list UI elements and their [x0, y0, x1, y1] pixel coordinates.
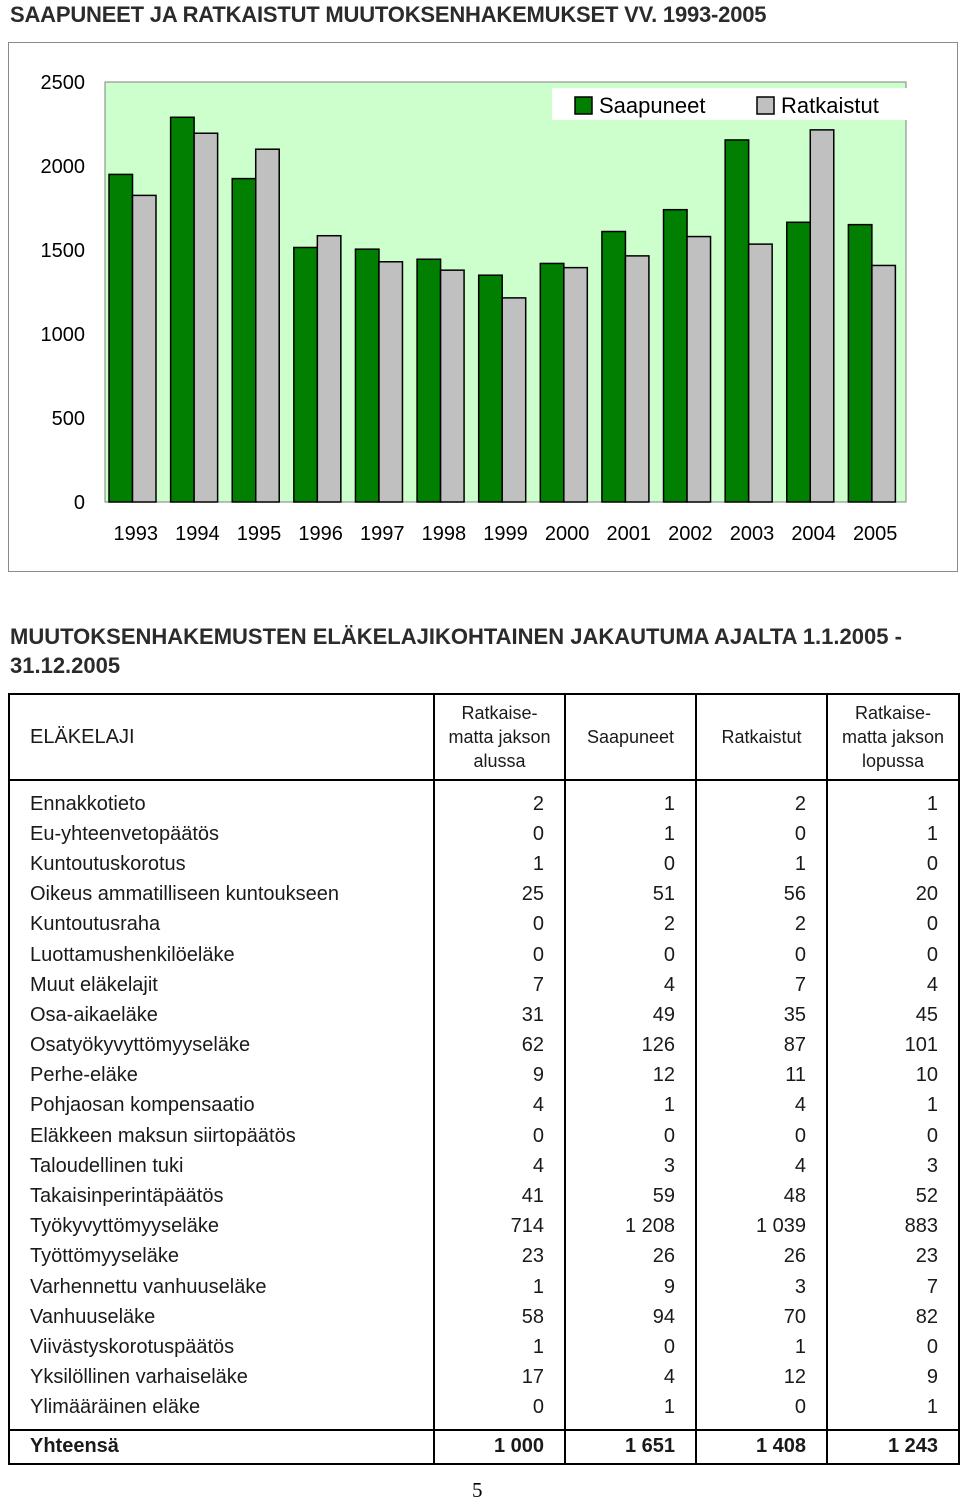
table-cell: 7	[434, 970, 565, 1000]
table-row	[9, 819, 959, 849]
x-tick-label: 2005	[852, 523, 898, 545]
row-label: Eu-yhteenvetopäätös	[9, 819, 434, 849]
x-tick-label: 1994	[175, 523, 220, 545]
table-cell: 4	[565, 1363, 696, 1393]
y-tick-label: 1500	[40, 240, 85, 262]
table-cell: 3	[827, 1151, 959, 1181]
chart-title: SAAPUNEET JA RATKAISTUT MUUTOKSENHAKEMUKSET VV. 1993-2005	[10, 2, 767, 27]
column-header: Ratkaise- matta jakson lopussa	[827, 694, 959, 780]
table-cell: 1	[434, 849, 565, 879]
table-cell: 41	[434, 1181, 565, 1211]
row-label: Pohjaosan kompensaatio	[9, 1091, 434, 1121]
table-cell: 1	[565, 1393, 696, 1430]
bar-ratkaistut-1996	[317, 236, 341, 502]
table-cell: 4	[696, 1151, 827, 1181]
table-cell: 0	[827, 1332, 959, 1362]
table-title: MUUTOKSENHAKEMUSTEN ELÄKELAJIKOHTAINEN JAKAUTUMA AJALTA 1.1.2005 - 31.12.2005	[10, 624, 902, 678]
x-tick-label: 1999	[483, 523, 528, 545]
table-cell: 87	[696, 1031, 827, 1061]
table-cell: 7	[827, 1272, 959, 1302]
table-cell: 2	[434, 780, 565, 819]
table-row	[9, 1151, 959, 1181]
table-cell: 94	[565, 1302, 696, 1332]
row-label: Muut eläkelajit	[9, 970, 434, 1000]
table-cell: 17	[434, 1363, 565, 1393]
y-tick-label: 0	[73, 492, 85, 514]
table-row	[9, 1332, 959, 1362]
table-row	[9, 1363, 959, 1393]
table-cell: 2	[696, 910, 827, 940]
table-cell: 1	[827, 1393, 959, 1430]
table-cell: 35	[696, 1000, 827, 1030]
total-cell: 1 243	[827, 1430, 959, 1464]
table-cell: 9	[565, 1272, 696, 1302]
total-label: Yhteensä	[9, 1430, 434, 1464]
table-cell: 0	[434, 940, 565, 970]
bar-saapuneet-1999	[479, 275, 503, 502]
pension-type-table	[8, 693, 960, 1465]
x-tick-label: 2001	[606, 523, 651, 545]
table-row	[9, 1000, 959, 1030]
total-cell: 1 651	[565, 1430, 696, 1464]
bar-ratkaistut-1994	[194, 133, 218, 502]
x-tick-label: 1995	[236, 523, 282, 545]
x-tick-label: 2002	[668, 523, 713, 545]
table-cell: 7	[696, 970, 827, 1000]
bar-saapuneet-2004	[787, 222, 811, 502]
table-cell: 12	[565, 1061, 696, 1091]
table-cell: 26	[565, 1242, 696, 1272]
table-row	[9, 1181, 959, 1211]
table-cell: 1 039	[696, 1212, 827, 1242]
page-number: 5	[472, 1478, 483, 1502]
legend-label-ratkaistut: Ratkaistut	[781, 93, 879, 118]
bar-ratkaistut-2002	[687, 237, 711, 502]
row-label: Takaisinperintäpäätös	[9, 1181, 434, 1211]
table-cell: 101	[827, 1031, 959, 1061]
y-tick-label: 500	[51, 408, 85, 430]
bar-ratkaistut-1995	[256, 149, 280, 502]
x-tick-label: 1997	[360, 523, 405, 545]
table-row	[9, 910, 959, 940]
table-cell: 23	[827, 1242, 959, 1272]
legend-swatch-ratkaistut	[757, 97, 774, 114]
y-tick-label: 2500	[40, 72, 85, 94]
column-header: ELÄKELAJI	[9, 694, 434, 780]
row-label: Oikeus ammatilliseen kuntoukseen	[9, 880, 434, 910]
table-cell: 0	[827, 1121, 959, 1151]
table-cell: 51	[565, 880, 696, 910]
row-label: Taloudellinen tuki	[9, 1151, 434, 1181]
table-cell: 82	[827, 1302, 959, 1332]
table-cell: 23	[434, 1242, 565, 1272]
table-cell: 0	[827, 940, 959, 970]
bar-ratkaistut-1999	[502, 298, 526, 502]
table-cell: 1	[696, 1332, 827, 1362]
bar-saapuneet-2005	[848, 225, 872, 502]
x-tick-label: 2003	[729, 523, 775, 545]
table-row	[9, 780, 959, 819]
row-label: Luottamushenkilöeläke	[9, 940, 434, 970]
table-row	[9, 970, 959, 1000]
x-tick-label: 1993	[113, 523, 159, 545]
row-label: Ylimääräinen eläke	[9, 1393, 434, 1430]
table-cell: 26	[696, 1242, 827, 1272]
table-row	[9, 1121, 959, 1151]
table-cell: 3	[565, 1151, 696, 1181]
legend-swatch-saapuneet	[575, 97, 592, 114]
table-row	[9, 1031, 959, 1061]
table-cell: 31	[434, 1000, 565, 1030]
table-cell: 11	[696, 1061, 827, 1091]
legend-label-saapuneet: Saapuneet	[599, 93, 706, 118]
row-label: Työkyvyttömyyseläke	[9, 1212, 434, 1242]
bar-ratkaistut-2000	[564, 268, 588, 502]
table-cell: 4	[434, 1091, 565, 1121]
table-row	[9, 880, 959, 910]
bar-ratkaistut-2001	[625, 256, 649, 502]
bar-saapuneet-2003	[725, 140, 749, 502]
table-cell: 4	[827, 970, 959, 1000]
column-header: Ratkaise- matta jakson alussa	[434, 694, 565, 780]
bar-saapuneet-1994	[171, 117, 195, 502]
column-header: Saapuneet	[565, 694, 696, 780]
table-cell: 56	[696, 880, 827, 910]
table-cell: 52	[827, 1181, 959, 1211]
x-tick-label: 1998	[421, 523, 467, 545]
x-tick-label: 1996	[298, 523, 343, 545]
table-cell: 9	[827, 1363, 959, 1393]
table-cell: 3	[696, 1272, 827, 1302]
table-cell: 0	[565, 940, 696, 970]
y-tick-label: 2000	[40, 156, 85, 178]
bar-saapuneet-1995	[232, 179, 256, 502]
table-cell: 0	[565, 1332, 696, 1362]
row-label: Kuntoutuskorotus	[9, 849, 434, 879]
table-cell: 1	[565, 780, 696, 819]
table-cell: 1	[434, 1272, 565, 1302]
row-label: Yksilöllinen varhaiseläke	[9, 1363, 434, 1393]
table-cell: 9	[434, 1061, 565, 1091]
table-cell: 0	[696, 1393, 827, 1430]
table-row	[9, 1061, 959, 1091]
bar-saapuneet-2001	[602, 232, 626, 502]
table-row	[9, 1242, 959, 1272]
bar-ratkaistut-1997	[379, 262, 403, 502]
table-cell: 4	[434, 1151, 565, 1181]
table-cell: 59	[565, 1181, 696, 1211]
table-cell: 1	[434, 1332, 565, 1362]
table-cell: 0	[696, 1121, 827, 1151]
row-label: Perhe-eläke	[9, 1061, 434, 1091]
table-row	[9, 940, 959, 970]
table-cell: 48	[696, 1181, 827, 1211]
table-cell: 126	[565, 1031, 696, 1061]
bar-ratkaistut-2004	[810, 130, 834, 502]
table-cell: 12	[696, 1363, 827, 1393]
row-label: Osatyökyvyttömyyseläke	[9, 1031, 434, 1061]
total-cell: 1 408	[696, 1430, 827, 1464]
table-cell: 0	[696, 940, 827, 970]
table-cell: 20	[827, 880, 959, 910]
table-cell: 0	[827, 910, 959, 940]
table-row	[9, 849, 959, 879]
table-cell: 0	[827, 849, 959, 879]
total-cell: 1 000	[434, 1430, 565, 1464]
bar-saapuneet-1997	[355, 249, 379, 502]
x-tick-label: 2000	[544, 523, 590, 545]
table-cell: 4	[696, 1091, 827, 1121]
table-row	[9, 1272, 959, 1302]
table-cell: 70	[696, 1302, 827, 1332]
table-cell: 10	[827, 1061, 959, 1091]
row-label: Vanhuuseläke	[9, 1302, 434, 1332]
table-cell: 883	[827, 1212, 959, 1242]
table-cell: 2	[565, 910, 696, 940]
table-cell: 0	[434, 910, 565, 940]
table-cell: 1	[827, 819, 959, 849]
total-row	[9, 1430, 959, 1464]
table-cell: 0	[434, 1393, 565, 1430]
table-cell: 4	[565, 970, 696, 1000]
bar-saapuneet-1993	[109, 174, 133, 502]
bar-saapuneet-2000	[540, 263, 564, 502]
table-cell: 1	[696, 849, 827, 879]
x-tick-label: 2004	[791, 523, 836, 545]
table-cell: 1	[565, 819, 696, 849]
table-cell: 58	[434, 1302, 565, 1332]
row-label: Varhennettu vanhuuseläke	[9, 1272, 434, 1302]
table-header-row	[9, 694, 959, 780]
table-cell: 714	[434, 1212, 565, 1242]
bar-ratkaistut-1993	[133, 195, 157, 502]
table-row	[9, 1393, 959, 1430]
bar-chart	[9, 43, 959, 573]
row-label: Ennakkotieto	[9, 780, 434, 819]
table-cell: 0	[434, 819, 565, 849]
bar-ratkaistut-1998	[441, 270, 465, 502]
row-label: Kuntoutusraha	[9, 910, 434, 940]
y-tick-label: 1000	[40, 324, 85, 346]
table-row	[9, 1091, 959, 1121]
table-cell: 1	[565, 1091, 696, 1121]
table-cell: 49	[565, 1000, 696, 1030]
row-label: Työttömyyseläke	[9, 1242, 434, 1272]
table-cell: 0	[565, 849, 696, 879]
table-cell: 1	[827, 1091, 959, 1121]
bar-saapuneet-1996	[294, 247, 318, 502]
table-cell: 25	[434, 880, 565, 910]
bar-saapuneet-2002	[664, 210, 688, 502]
table-cell: 1	[827, 780, 959, 819]
bar-ratkaistut-2005	[872, 265, 896, 502]
row-label: Viivästyskorotuspäätös	[9, 1332, 434, 1362]
table-cell: 45	[827, 1000, 959, 1030]
table-row	[9, 1212, 959, 1242]
chart-frame	[8, 42, 958, 572]
table-cell: 1 208	[565, 1212, 696, 1242]
table-cell: 0	[565, 1121, 696, 1151]
row-label: Osa-aikaeläke	[9, 1000, 434, 1030]
table-cell: 0	[696, 819, 827, 849]
row-label: Eläkkeen maksun siirtopäätös	[9, 1121, 434, 1151]
bar-ratkaistut-2003	[749, 244, 773, 502]
column-header: Ratkaistut	[696, 694, 827, 780]
table-cell: 62	[434, 1031, 565, 1061]
table-cell: 0	[434, 1121, 565, 1151]
bar-saapuneet-1998	[417, 259, 441, 502]
table-row	[9, 1302, 959, 1332]
table-cell: 2	[696, 780, 827, 819]
